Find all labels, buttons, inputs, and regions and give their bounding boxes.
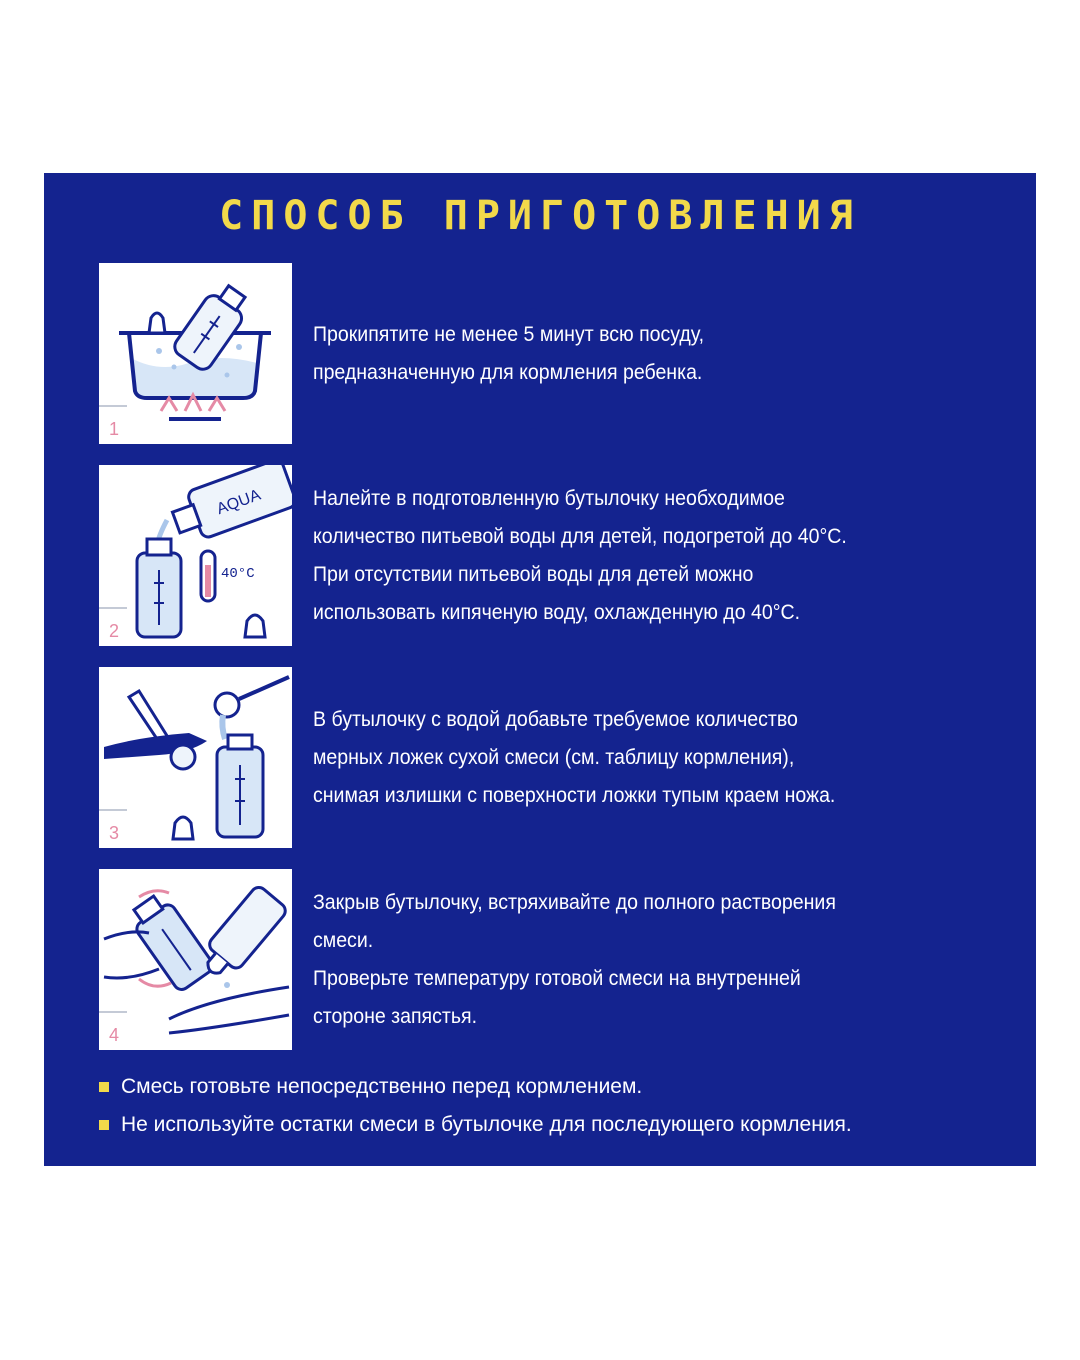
step-line: При отсутствии питьевой воды для детей можно bbox=[313, 562, 754, 586]
note-text: Смесь готовьте непосредственно перед кормлением. bbox=[121, 1075, 643, 1098]
note-item bbox=[99, 1068, 1029, 1106]
step-line: снимая излишки с поверхности ложки тупым краем ножа. bbox=[313, 783, 836, 807]
step-text bbox=[313, 465, 955, 646]
shake-bottle-icon bbox=[99, 869, 292, 1050]
note-text: Не используйте остатки смеси в бутылочке для последующего кормления. bbox=[121, 1113, 852, 1136]
step-number: 3 bbox=[109, 823, 120, 843]
note-item bbox=[99, 1106, 1029, 1144]
step-line: Закрыв бутылочку, встряхивайте до полного растворения bbox=[313, 890, 836, 914]
step-line: количество питьевой воды для детей, подогретой до 40°С. bbox=[313, 524, 847, 548]
step-4 bbox=[99, 869, 1036, 1051]
step-line: Проверьте температуру готовой смеси на внутренней bbox=[313, 966, 801, 990]
measuring-spoon-icon bbox=[99, 667, 292, 848]
notes-list bbox=[99, 1068, 1029, 1144]
page-title: СПОСОБ ПРИГОТОВЛЕНИЯ bbox=[219, 193, 861, 239]
step-3 bbox=[99, 667, 1036, 849]
step-2 bbox=[99, 465, 1036, 647]
step-line: мерных ложек сухой смеси (см. таблицу кормления), bbox=[313, 745, 795, 769]
step-line: Налейте в подготовленную бутылочку необходимое bbox=[313, 486, 785, 510]
step-number: 4 bbox=[109, 1025, 120, 1045]
step-number: 1 bbox=[109, 419, 120, 439]
pour-water-icon bbox=[99, 465, 292, 646]
step-line: стороне запястья. bbox=[313, 1004, 478, 1028]
step-line: В бутылочку с водой добавьте требуемое количество bbox=[313, 707, 798, 731]
temperature-label: 40°C bbox=[221, 566, 255, 582]
step-text bbox=[313, 263, 955, 444]
step-line: предназначенную для кормления ребенка. bbox=[313, 360, 703, 384]
step-line: использовать кипяченую воду, охлажденную до 40°С. bbox=[313, 600, 801, 624]
step-number: 2 bbox=[109, 621, 120, 641]
boiling-pot-icon bbox=[99, 263, 292, 444]
step-text bbox=[313, 869, 955, 1050]
step-line: Прокипятите не менее 5 минут всю посуду, bbox=[313, 322, 705, 346]
step-1 bbox=[99, 263, 1036, 445]
instructions-panel bbox=[44, 173, 1036, 1166]
bullet-square-icon bbox=[99, 1120, 109, 1130]
step-line: смеси. bbox=[313, 928, 374, 952]
step-text bbox=[313, 667, 955, 848]
aqua-label: AQUA bbox=[214, 486, 263, 519]
bullet-square-icon bbox=[99, 1082, 109, 1092]
